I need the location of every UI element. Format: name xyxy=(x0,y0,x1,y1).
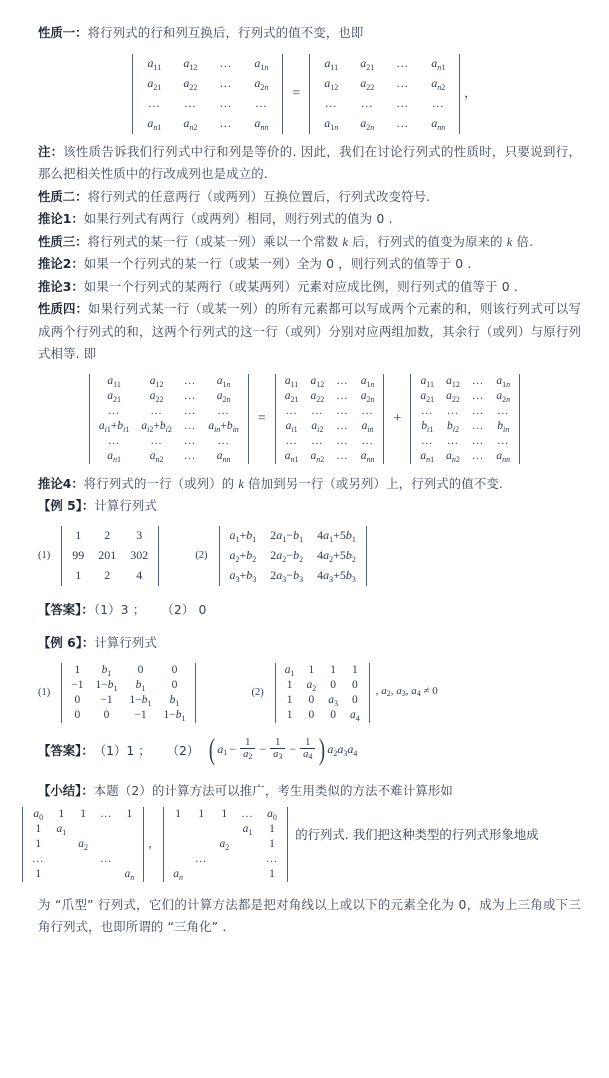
note-label: 注： xyxy=(38,143,64,159)
property-two-paragraph xyxy=(0,186,609,209)
equals-operator: = xyxy=(292,85,301,101)
det-bar-right xyxy=(143,807,144,882)
answer-six-paragraph xyxy=(0,732,609,766)
note-paragraph xyxy=(0,141,609,186)
corollary-one-paragraph xyxy=(0,208,609,231)
determinant-ex5-1: 1 2 3 99 201 302 1 2 4 xyxy=(61,526,159,586)
corollary-two-paragraph xyxy=(0,253,609,276)
property-four-label: 性质四： xyxy=(38,301,88,316)
note-text: 该性质告诉我们行列式中行和列是等价的. 因此，我们在讨论行列式的性质时，只要说到行，那么把相关性质中的行改成列也是成立的. xyxy=(38,143,581,181)
det-bar-right xyxy=(383,374,384,464)
determinant-sum-right: $a_{11}$ $a_{12}$ … $a_{1n}$ $a_{21}$ $a_{22}$ … $a_{2n}$ … … … … $b_{i1}$ $b_{i2}$ … $b_{in}$ … … … … $a_{n1}$ $a_{n2}$ … $a_{nn}$ xyxy=(410,374,520,464)
example-five-item2-label: (2) xyxy=(195,550,208,561)
example-five-heading xyxy=(0,495,609,518)
summary-paragraph xyxy=(0,780,609,803)
property-four-text: 如果行列式某一行（或某一列）的所有元素都可以写成两个元素的和，则该行列式可以写成两个行列式的和，这两个行列式的这一行（或列）分别对应两组加数，其余行（或列）与原行列式相等. 即 xyxy=(38,301,581,361)
det-bar-right xyxy=(366,526,367,586)
example-six-determinants xyxy=(0,663,609,723)
answer-six-part2: （2） xyxy=(166,742,200,758)
example-six-heading xyxy=(0,632,609,655)
example-six-label: 【例 6】： xyxy=(38,635,95,650)
determinant-ex5-2: $a_1+b_1$ $2a_1-b_1$ $4a_1+5b_1$ $a_2+b_2$ $2a_2-b_2$ $4a_2+5b_2$ $a_3+b_3$ $2a_3-b_3$ $4a_3+5b_3$ xyxy=(219,526,367,586)
example-six-text: 计算行列式 xyxy=(94,635,158,650)
equation-additivity xyxy=(0,374,609,464)
det-bar-right xyxy=(282,54,283,134)
determinant-ex6-1: 1 $b_1$ 0 0 −1 $1-b_1$ $b_1$ 0 0 −1 $1-b_1$ $b_1$ 0 0 −1 $1-b_1$ xyxy=(61,663,195,723)
determinant-left: $a_{11}$ $a_{12}$ … $a_{1n}$ $a_{21}$ $a_{22}$ … $a_{2n}$ … … … … $a_{n1}$ $a_{n2}$ … $a_{nn}$ xyxy=(132,54,283,134)
det-bar-left xyxy=(163,807,164,882)
example-six-item1-label: (1) xyxy=(38,687,51,698)
equals-operator: = xyxy=(257,410,266,426)
fraction-a2: $\frac{1}{a_2}$ xyxy=(240,737,255,761)
det-bar-right xyxy=(195,663,196,723)
k-symbol: k xyxy=(342,234,349,249)
property-three-label: 性质三： xyxy=(38,233,88,249)
det-bar-left xyxy=(219,526,220,586)
claw-separator: ， xyxy=(148,837,160,850)
closing-paragraph xyxy=(0,894,609,939)
corollary-two-label: 推论2： xyxy=(38,256,84,271)
equation-claw-type xyxy=(0,807,609,882)
det-bar-left xyxy=(309,54,310,134)
determinant-ex6-2: $a_1$ 1 1 1 1 $a_2$ 0 0 1 0 $a_3$ 0 1 0 0 $a_4$ xyxy=(275,663,370,723)
answer-five-label: 【答案】： xyxy=(38,601,94,617)
determinant-sum-mid: $a_{11}$ $a_{12}$ … $a_{1n}$ $a_{21}$ $a_{22}$ … $a_{2n}$ … … … … $a_{i1}$ $a_{i2}$ … $a_{in}$ … … … … $a_{n1}$ $a_{n2}$ … $a_{nn}$ xyxy=(275,374,385,464)
det-bar-left xyxy=(275,663,276,723)
property-three-paragraph xyxy=(0,231,609,254)
answer-six-label: 【答案】： xyxy=(38,742,94,758)
det-bar-left xyxy=(61,663,62,723)
claw-tail-text: 的行列式. 我们把这种类型的行列式形象地成 xyxy=(295,826,539,842)
summary-text: 本题（2）的计算方法可以推广，考生用类似的方法不难计算形如 xyxy=(93,783,453,799)
det-bar-right xyxy=(158,526,159,586)
det-bar-left xyxy=(275,374,276,464)
corollary-three-paragraph xyxy=(0,276,609,299)
det-bar-left xyxy=(22,807,23,882)
paren-open: ( xyxy=(209,732,216,766)
det-bar-right xyxy=(369,663,370,723)
corollary-three-text: 如果一个行列式的某两行（或某两列）元素对应成比例，则行列式的值等于 0 . xyxy=(83,278,518,294)
property-three-text-b: 后，行列式的值变为原来的 xyxy=(348,233,507,249)
fraction-a3: $\frac{1}{a_3}$ xyxy=(270,737,285,761)
det-bar-right xyxy=(248,374,249,464)
det-bar-left xyxy=(61,526,62,586)
corollary-four-paragraph xyxy=(0,473,609,496)
determinant-claw-1: $a_0$ 1 1 … 1 1 $a_1$ 1 $a_2$ … … 1 $a_n$ xyxy=(22,807,144,882)
example-five-text: 计算行列式 xyxy=(94,498,158,513)
answer-six-tail: $a_2a_3a_4$ xyxy=(327,742,358,758)
example-six-item2-label: (2) xyxy=(251,687,264,698)
corollary-one-text: 如果行列式有两行（或两列）相同，则行列式的值为 0 . xyxy=(83,211,393,226)
corollary-one-label: 推论1： xyxy=(38,211,84,226)
determinant-sum-left: $a_{11}$ $a_{12}$ … $a_{1n}$ $a_{21}$ $a_{22}$ … $a_{2n}$ … … … … $a_{i1}+b_{i1}$ $a_{i2}+b_{i2}$ … $a_{in}+b_{in}$ … … … … $a_{n1}$ $a_{n2}$ … $a_{nn}$ xyxy=(89,374,249,464)
example-five-item1-label: (1) xyxy=(38,550,51,561)
answer-five-part2: （2） 0 xyxy=(161,601,207,617)
corollary-two-text: 如果一个行列式的某一行（或某一列）全为 0 ，则行列式的值等于 0 . xyxy=(83,256,472,271)
det-bar-left xyxy=(132,54,133,134)
property-two-text: 将行列式的任意两行（或两列）互换位置后，行列式改变符号. xyxy=(87,188,431,204)
corollary-four-label: 推论4： xyxy=(38,475,84,491)
example-five-determinants xyxy=(0,526,609,586)
paren-close: ) xyxy=(319,732,326,766)
det-bar-left xyxy=(89,374,90,464)
property-three-text-c: 倍. xyxy=(512,233,534,249)
determinant-claw-2: 1 1 1 … $a_0$ $a_1$ 1 $a_2$ 1 … … $a_n$ 1 xyxy=(163,807,288,882)
corollary-four-text-a: 将行列式的一行（或列）的 xyxy=(83,475,239,491)
det-bar-right xyxy=(287,807,288,882)
property-two-label: 性质二： xyxy=(38,188,88,204)
answer-six-part1: （1）1 ； xyxy=(93,742,151,758)
corollary-four-text-b: 倍加到另一行（或另列）上，行列式的值不变. xyxy=(244,475,504,491)
summary-label: 【小结】： xyxy=(38,783,94,799)
det-bar-right xyxy=(519,374,520,464)
k-symbol: k xyxy=(238,476,245,491)
answer-six-expression: a $_1$ − $\frac{1}{a_2}$ − $\frac{1}{a_3}$ − $\frac{1}{a_4}$ xyxy=(217,738,317,762)
equation-trailing-comma: ， xyxy=(464,86,477,100)
corollary-three-label: 推论3： xyxy=(38,278,84,294)
property-one-text: 将行列式的行和列互换后，行列式的值不变，也即 xyxy=(87,25,364,40)
det-bar-right xyxy=(459,54,460,134)
property-four-paragraph xyxy=(0,298,609,366)
determinant-right: $a_{11}$ $a_{21}$ … $a_{n1}$ $a_{12}$ $a_{22}$ … $a_{n2}$ … … … … $a_{1n}$ $a_{2n}$ … $a_{nn}$ xyxy=(309,54,460,134)
property-one-label: 性质一： xyxy=(38,25,88,40)
document-page xyxy=(0,22,609,1078)
property-one-paragraph xyxy=(0,22,609,45)
example-five-label: 【例 5】： xyxy=(38,498,95,513)
answer-five-paragraph xyxy=(0,599,609,622)
equation-transpose xyxy=(0,54,609,134)
fraction-a4: $\frac{1}{a_4}$ xyxy=(300,737,315,761)
k-symbol: k xyxy=(506,234,513,249)
answer-five-part1: （1）3 ； xyxy=(93,601,146,617)
det-bar-left xyxy=(410,374,411,464)
property-three-text-a: 将行列式的某一行（或某一列）乘以一个常数 xyxy=(87,233,343,249)
plus-operator: + xyxy=(393,410,402,426)
closing-text: 为 “爪型” 行列式，它们的计算方法都是把对角线以上或以下的元素全化为 0，成为上三角或下三角行列式，也即所谓的 “三角化” . xyxy=(38,896,581,935)
example-six-condition: , a $_2$ , a $_3$ , a $_4$ ≠ 0 xyxy=(375,685,438,698)
